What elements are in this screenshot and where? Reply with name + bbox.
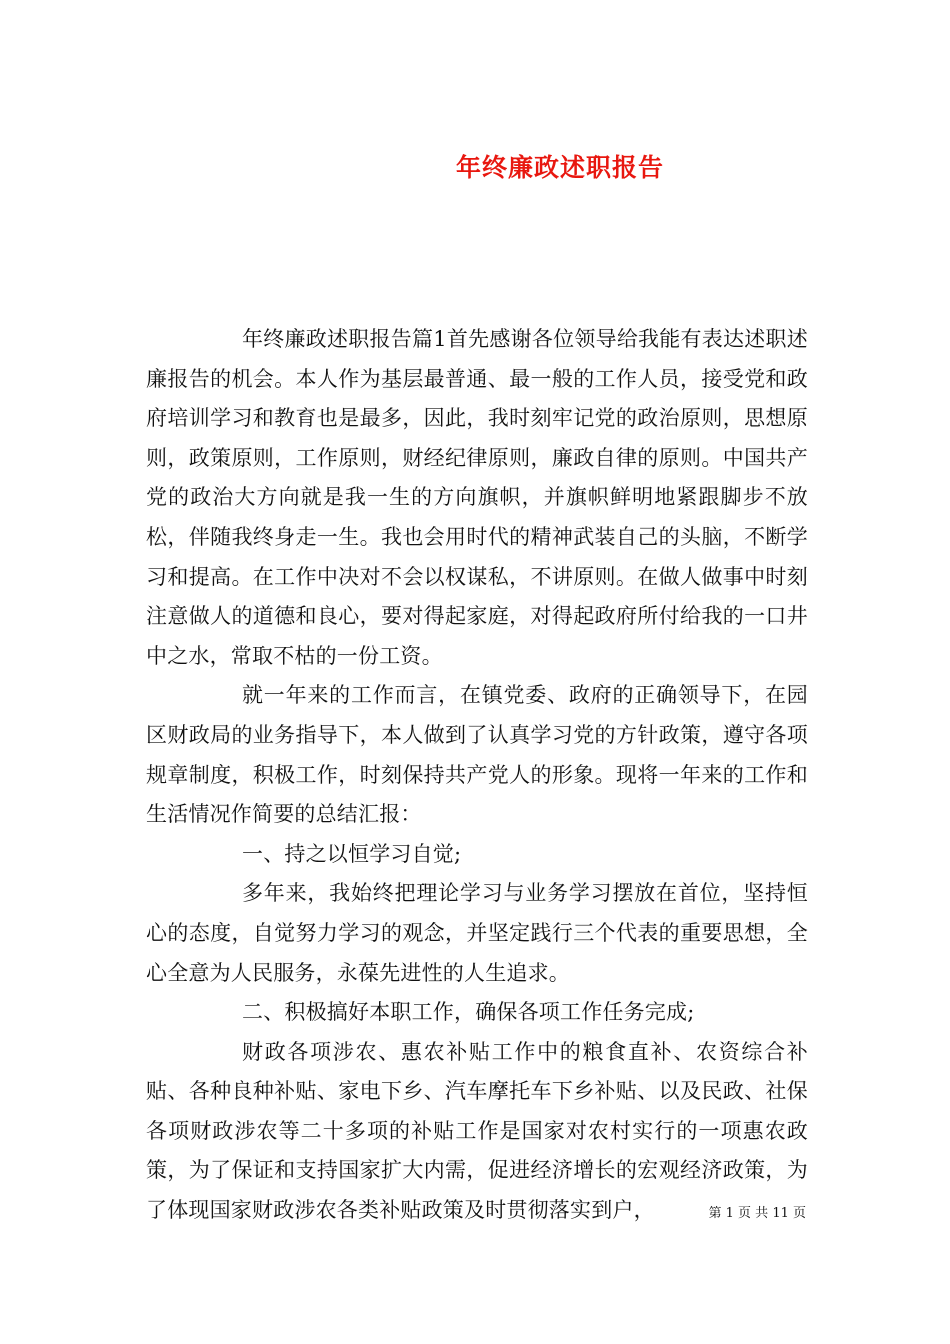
paragraph-study: 多年来，我始终把理论学习与业务学习摆放在首位，坚持恒心的态度，自觉努力学习的观念，并坚定践行三个代表的重要思想，全心全意为人民服务，永葆先进性的人生追求。 xyxy=(146,881,808,985)
document-title: 年终廉政述职报告 xyxy=(455,152,664,182)
document-body xyxy=(146,320,808,1231)
section-heading-1: 一、持之以恒学习自觉; xyxy=(242,841,462,866)
section-heading-2: 二、积极搞好本职工作，确保各项工作任务完成; xyxy=(242,1000,695,1025)
paragraph-subsidies: 财政各项涉农、惠农补贴工作中的粮食直补、农资综合补贴、各种良种补贴、家电下乡、汽车摩托车下乡补贴、以及民政、社保各项财政涉农等二十多项的补贴工作是国家对农村实行的一项惠农政策，为了保证和支持国家扩大内需，促进经济增长的宏观经济政策，为了体现国家财政涉农各类补贴政策及时贯彻落实到户， xyxy=(146,1039,808,1223)
paragraph-summary: 就一年来的工作而言，在镇党委、政府的正确领导下，在园区财政局的业务指导下，本人做到了认真学习党的方针政策，遵守各项规章制度，积极工作，时刻保持共产党人的形象。现将一年来的工作和生活情况作简要的总结汇报： xyxy=(146,683,808,827)
page-number-footer: 第 1 页 共 11 页 xyxy=(708,1206,806,1221)
paragraph-opening: 年终廉政述职报告篇1首先感谢各位领导给我能有表达述职述廉报告的机会。本人作为基层最普通、最一般的工作人员，接受党和政府培训学习和教育也是最多，因此，我时刻牢记党的政治原则，思想原则，政策原则，工作原则，财经纪律原则，廉政自律的原则。中国共产党的政治大方向就是我一生的方向旗帜，并旗帜鲜明地紧跟脚步不放松，伴随我终身走一生。我也会用时代的精神武装自己的头脑，不断学习和提高。在工作中决对不会以权谋私，不讲原则。在做人做事中时刻注意做人的道德和良心，要对得起家庭，对得起政府所付给我的一口井中之水，常取不枯的一份工资。 xyxy=(146,327,808,668)
